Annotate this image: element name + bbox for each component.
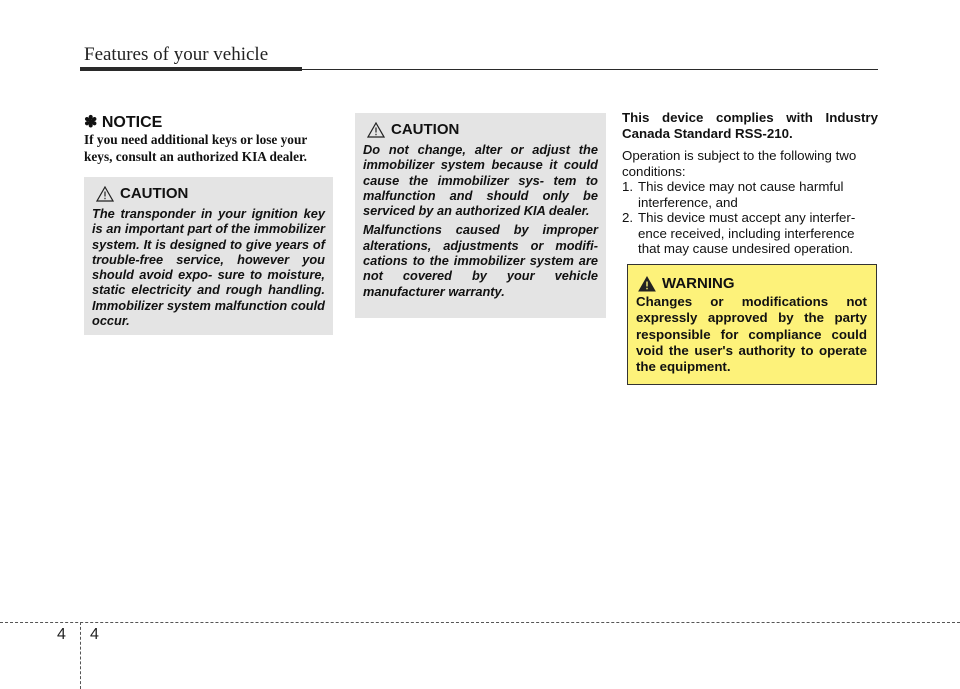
warning-heading [638, 275, 867, 292]
condition-number: 2. [622, 210, 634, 225]
footer-divider [80, 622, 81, 689]
notice-body: If you need additional keys or lose your keys, consult an authorized KIA dealer. [84, 132, 308, 164]
caution-box-left [84, 177, 333, 335]
warning-text: Changes or modifications not expressly approved by the party responsible for compliance could void the user's authority to operate the equipment. [636, 294, 867, 375]
caution-triangle-icon [96, 186, 114, 202]
caution-triangle-icon [367, 122, 385, 138]
caution-text: The transponder in your ignition key is an important part of the immobilizer system. It is designed to give years of trouble-free service, however you should avoid expo- sure to moisture, static electricity and rough handling. Immobilizer system malfunction could occur. [92, 206, 325, 329]
caution-label: CAUTION [120, 185, 189, 202]
condition-text: This device may not cause harmful interference, and [638, 179, 844, 210]
footer-rule [0, 622, 960, 623]
page-header-title: Features of your vehicle [84, 44, 269, 65]
header-rule-thick [80, 67, 302, 71]
warning-box [627, 264, 877, 385]
condition-item [622, 210, 878, 257]
page-number: 4 [90, 626, 99, 643]
caution-box-middle [355, 113, 606, 318]
warning-label: WARNING [662, 275, 735, 292]
compliance-section [622, 110, 878, 257]
notice-title-text: NOTICE [101, 114, 163, 131]
warning-triangle-icon [638, 276, 656, 292]
condition-number: 1. [622, 179, 634, 194]
notice-title [84, 112, 162, 132]
header-rule-thin [302, 69, 878, 70]
caution-heading [367, 121, 598, 138]
caution-text-2: Malfunctions caused by improper alterations, adjustments or modifi- cations to the immobilizer system are not covered by your vehicle manufacturer warranty. [363, 222, 598, 299]
compliance-intro: Operation is subject to the following two conditions: [622, 148, 857, 179]
condition-item [622, 179, 878, 210]
caution-text-1: Do not change, alter or adjust the immobilizer system because it could cause the immobilizer sys- tem to malfunction and should only be serviced by an authorized KIA dealer. [363, 142, 598, 219]
caution-heading [96, 185, 325, 202]
caution-label: CAUTION [391, 121, 460, 138]
compliance-title: This device complies with Industry Canada Standard RSS-210. [622, 110, 878, 141]
chapter-number: 4 [57, 626, 66, 643]
condition-text: This device must accept any interfer- ence received, including interference that may cause undesired operation. [638, 210, 856, 256]
notice-asterisk-icon: ✽ [84, 114, 98, 131]
